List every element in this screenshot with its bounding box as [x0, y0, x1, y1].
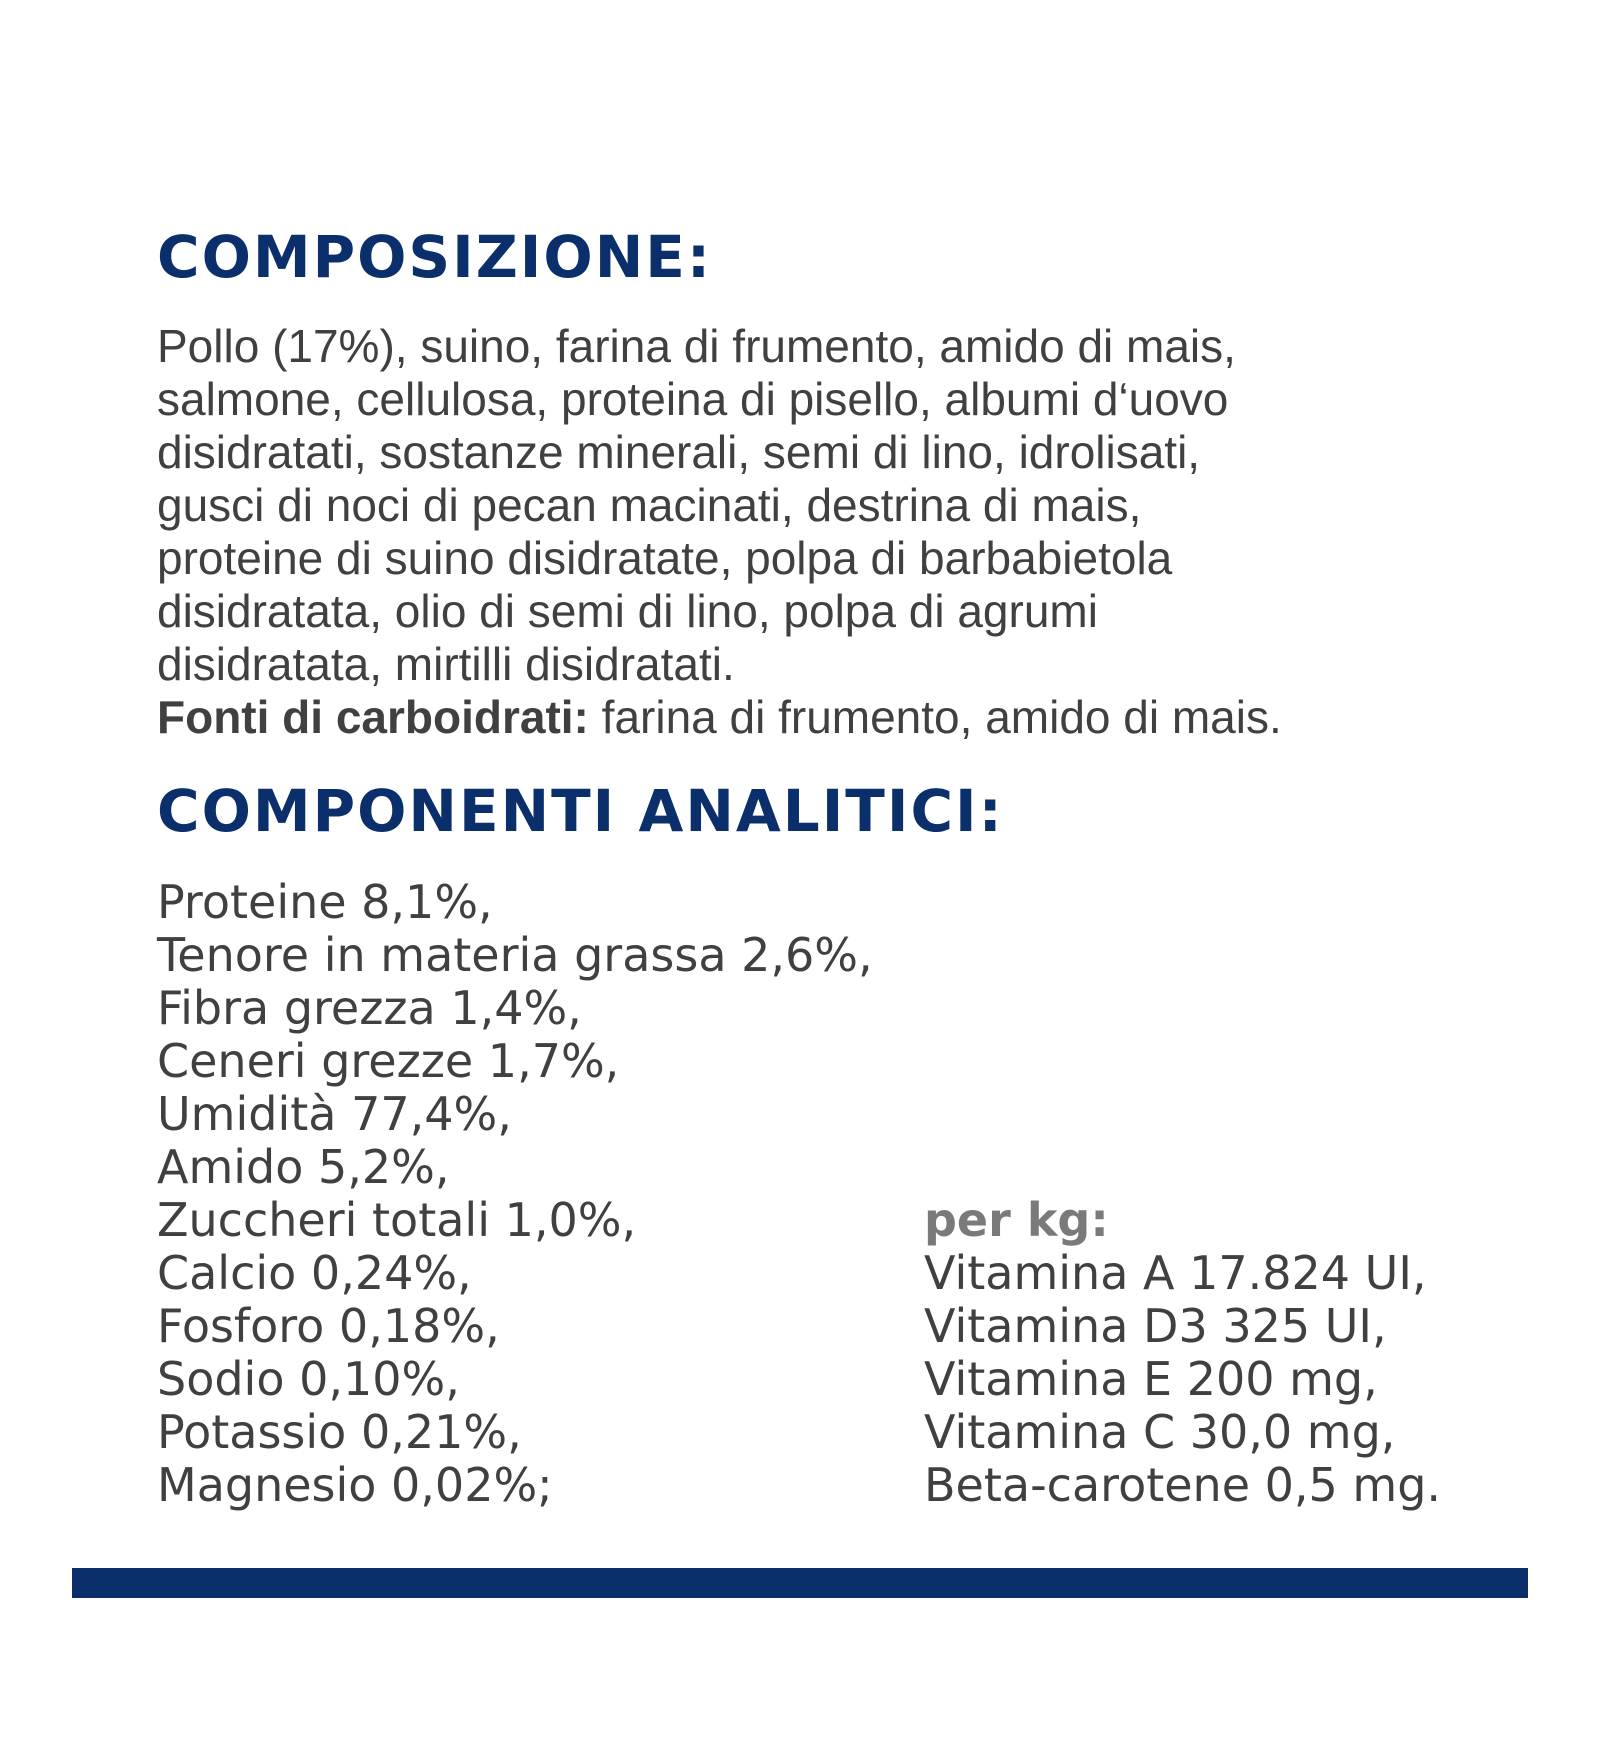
composizione-line: proteine di suino disidratate, polpa di barbabietola [157, 532, 1173, 584]
composizione-text [157, 320, 1487, 744]
analytic-item: Magnesio 0,02%; [157, 1458, 553, 1512]
componenti-heading: COMPONENTI ANALITICI: [157, 777, 1004, 845]
analytic-item: Fosforo 0,18%, [157, 1299, 500, 1353]
carb-sources-label: Fonti di carboidrati: [157, 691, 589, 743]
vitamin-item: Beta-carotene 0,5 mg. [924, 1458, 1442, 1512]
analytic-item: Umidità 77,4%, [157, 1087, 512, 1141]
composizione-line: disidratata, olio di semi di lino, polpa di agrumi [157, 585, 1098, 637]
per-kg-label: per kg: [924, 1193, 1109, 1247]
vitamins-block [924, 1194, 1441, 1512]
analytic-item: Amido 5,2%, [157, 1140, 450, 1194]
analytic-item: Fibra grezza 1,4%, [157, 981, 582, 1035]
analytic-item: Proteine 8,1%, [157, 875, 493, 929]
composizione-heading: COMPOSIZIONE: [157, 223, 713, 291]
composizione-line: salmone, cellulosa, proteina di pisello, albumi d‘uovo [157, 373, 1229, 425]
footer-divider-bar [72, 1568, 1528, 1598]
vitamin-item: Vitamina A 17.824 UI, [924, 1246, 1427, 1300]
vitamin-item: Vitamina C 30,0 mg, [924, 1405, 1396, 1459]
composizione-line: gusci di noci di pecan macinati, destrina di mais, [157, 479, 1142, 531]
composizione-line: disidratata, mirtilli disidratati. [157, 638, 735, 690]
composizione-line: Pollo (17%), suino, farina di frumento, amido di mais, [157, 320, 1236, 372]
analytic-item: Tenore in materia grassa 2,6%, [157, 928, 873, 982]
analytic-item: Zuccheri totali 1,0%, [157, 1193, 637, 1247]
analytic-components-list [157, 876, 873, 1512]
composizione-line: disidratati, sostanze minerali, semi di lino, idrolisati, [157, 426, 1201, 478]
vitamin-item: Vitamina D3 325 UI, [924, 1299, 1387, 1353]
carb-sources-line [157, 691, 1487, 744]
analytic-item: Calcio 0,24%, [157, 1246, 472, 1300]
vitamins-list [924, 1247, 1441, 1512]
analytic-item: Ceneri grezze 1,7%, [157, 1034, 620, 1088]
analytic-item: Potassio 0,21%, [157, 1405, 522, 1459]
analytic-item: Sodio 0,10%, [157, 1352, 460, 1406]
vitamin-item: Vitamina E 200 mg, [924, 1352, 1378, 1406]
carb-sources-text: farina di frumento, amido di mais. [588, 691, 1282, 743]
